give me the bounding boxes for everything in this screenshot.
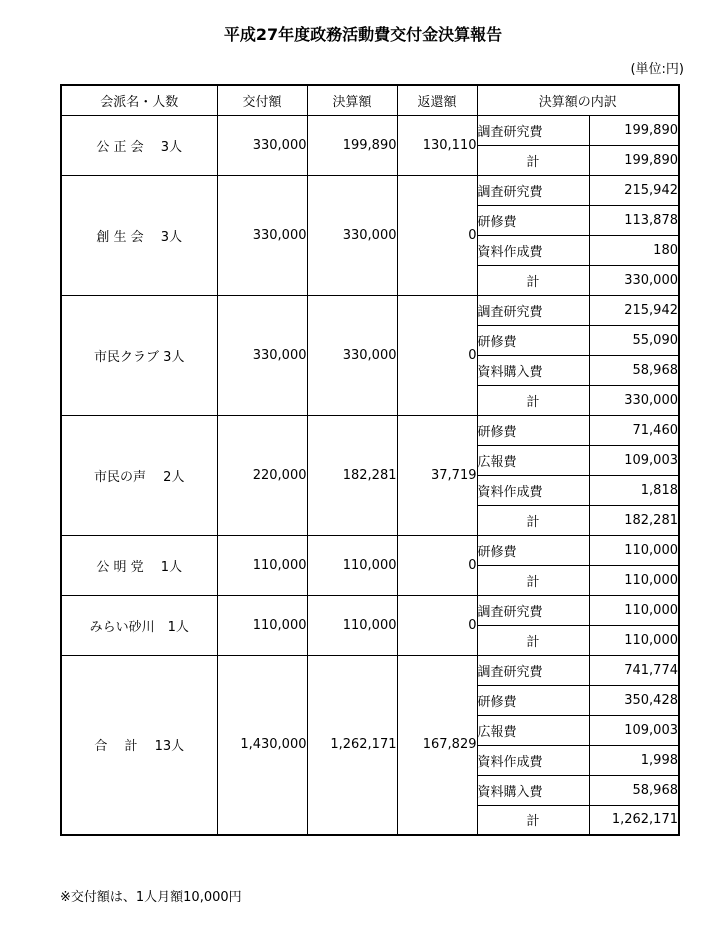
breakdown-item-label: 資料作成費 — [477, 475, 589, 505]
breakdown-total-amount: 182,281 — [589, 505, 679, 535]
table-row — [61, 595, 679, 625]
returned-cell: 130,110 — [397, 115, 477, 175]
breakdown-item-amount: 109,003 — [589, 445, 679, 475]
breakdown-total-label: 計 — [477, 565, 589, 595]
settlement-cell: 182,281 — [307, 415, 397, 535]
party-name-cell: 創 生 会 3人 — [61, 175, 217, 295]
breakdown-item-amount: 180 — [589, 235, 679, 265]
breakdown-item-amount: 109,003 — [589, 715, 679, 745]
breakdown-item-amount: 1,818 — [589, 475, 679, 505]
grant-cell: 110,000 — [217, 535, 307, 595]
returned-cell: 37,719 — [397, 415, 477, 535]
breakdown-item-amount: 58,968 — [589, 775, 679, 805]
breakdown-item-amount: 110,000 — [589, 595, 679, 625]
breakdown-item-label: 広報費 — [477, 715, 589, 745]
breakdown-item-amount: 110,000 — [589, 535, 679, 565]
settlement-cell: 1,262,171 — [307, 655, 397, 835]
table-row — [61, 415, 679, 445]
returned-cell: 0 — [397, 175, 477, 295]
party-name-cell: 市民クラブ 3人 — [61, 295, 217, 415]
breakdown-item-amount: 113,878 — [589, 205, 679, 235]
returned-cell: 0 — [397, 535, 477, 595]
breakdown-total-label: 計 — [477, 625, 589, 655]
party-name-cell: 公 正 会 3人 — [61, 115, 217, 175]
header-party: 会派名・人数 — [61, 85, 217, 115]
header-grant: 交付額 — [217, 85, 307, 115]
settlement-cell: 199,890 — [307, 115, 397, 175]
header-returned: 返還額 — [397, 85, 477, 115]
settlement-cell: 330,000 — [307, 175, 397, 295]
returned-cell: 0 — [397, 295, 477, 415]
breakdown-item-label: 研修費 — [477, 535, 589, 565]
grant-cell: 110,000 — [217, 595, 307, 655]
grant-cell: 330,000 — [217, 295, 307, 415]
settlement-cell: 110,000 — [307, 535, 397, 595]
table-row — [61, 175, 679, 205]
breakdown-item-label: 研修費 — [477, 325, 589, 355]
breakdown-total-amount: 199,890 — [589, 145, 679, 175]
breakdown-total-amount: 110,000 — [589, 565, 679, 595]
breakdown-total-label: 計 — [477, 385, 589, 415]
party-name-cell: 合 計 13人 — [61, 655, 217, 835]
grant-cell: 330,000 — [217, 175, 307, 295]
breakdown-item-amount: 58,968 — [589, 355, 679, 385]
breakdown-item-label: 研修費 — [477, 685, 589, 715]
party-name-cell: 市民の声 2人 — [61, 415, 217, 535]
breakdown-item-label: 資料作成費 — [477, 235, 589, 265]
breakdown-item-label: 調査研究費 — [477, 595, 589, 625]
grant-cell: 1,430,000 — [217, 655, 307, 835]
breakdown-item-label: 調査研究費 — [477, 175, 589, 205]
breakdown-item-label: 広報費 — [477, 445, 589, 475]
table-row — [61, 535, 679, 565]
party-name-cell: みらい砂川 1人 — [61, 595, 217, 655]
breakdown-item-label: 資料購入費 — [477, 775, 589, 805]
breakdown-item-label: 研修費 — [477, 415, 589, 445]
grant-cell: 220,000 — [217, 415, 307, 535]
settlement-cell: 110,000 — [307, 595, 397, 655]
breakdown-item-label: 資料購入費 — [477, 355, 589, 385]
table-row — [61, 295, 679, 325]
breakdown-item-amount: 71,460 — [589, 415, 679, 445]
returned-cell: 0 — [397, 595, 477, 655]
breakdown-item-amount: 215,942 — [589, 295, 679, 325]
breakdown-total-label: 計 — [477, 265, 589, 295]
breakdown-item-amount: 1,998 — [589, 745, 679, 775]
header-row — [61, 85, 679, 115]
header-settlement: 決算額 — [307, 85, 397, 115]
table-row — [61, 655, 679, 685]
settlement-cell: 330,000 — [307, 295, 397, 415]
breakdown-total-amount: 330,000 — [589, 265, 679, 295]
grant-cell: 330,000 — [217, 115, 307, 175]
breakdown-item-label: 資料作成費 — [477, 745, 589, 775]
footnote: ※交付額は、1人月額10,000円 — [60, 890, 242, 905]
breakdown-total-label: 計 — [477, 505, 589, 535]
breakdown-total-amount: 1,262,171 — [589, 805, 679, 835]
breakdown-item-label: 調査研究費 — [477, 655, 589, 685]
breakdown-item-amount: 55,090 — [589, 325, 679, 355]
header-breakdown: 決算額の内訳 — [477, 85, 679, 115]
settlement-table — [60, 84, 680, 836]
breakdown-item-amount: 741,774 — [589, 655, 679, 685]
breakdown-total-label: 計 — [477, 145, 589, 175]
unit-label: (単位:円) — [630, 62, 684, 77]
breakdown-item-amount: 215,942 — [589, 175, 679, 205]
breakdown-total-amount: 330,000 — [589, 385, 679, 415]
breakdown-total-label: 計 — [477, 805, 589, 835]
returned-cell: 167,829 — [397, 655, 477, 835]
breakdown-item-amount: 199,890 — [589, 115, 679, 145]
party-name-cell: 公 明 党 1人 — [61, 535, 217, 595]
breakdown-item-label: 調査研究費 — [477, 115, 589, 145]
report-title: 平成27年度政務活動費交付金決算報告 — [223, 25, 503, 44]
breakdown-item-label: 研修費 — [477, 205, 589, 235]
table-row — [61, 115, 679, 145]
breakdown-item-label: 調査研究費 — [477, 295, 589, 325]
breakdown-total-amount: 110,000 — [589, 625, 679, 655]
breakdown-item-amount: 350,428 — [589, 685, 679, 715]
